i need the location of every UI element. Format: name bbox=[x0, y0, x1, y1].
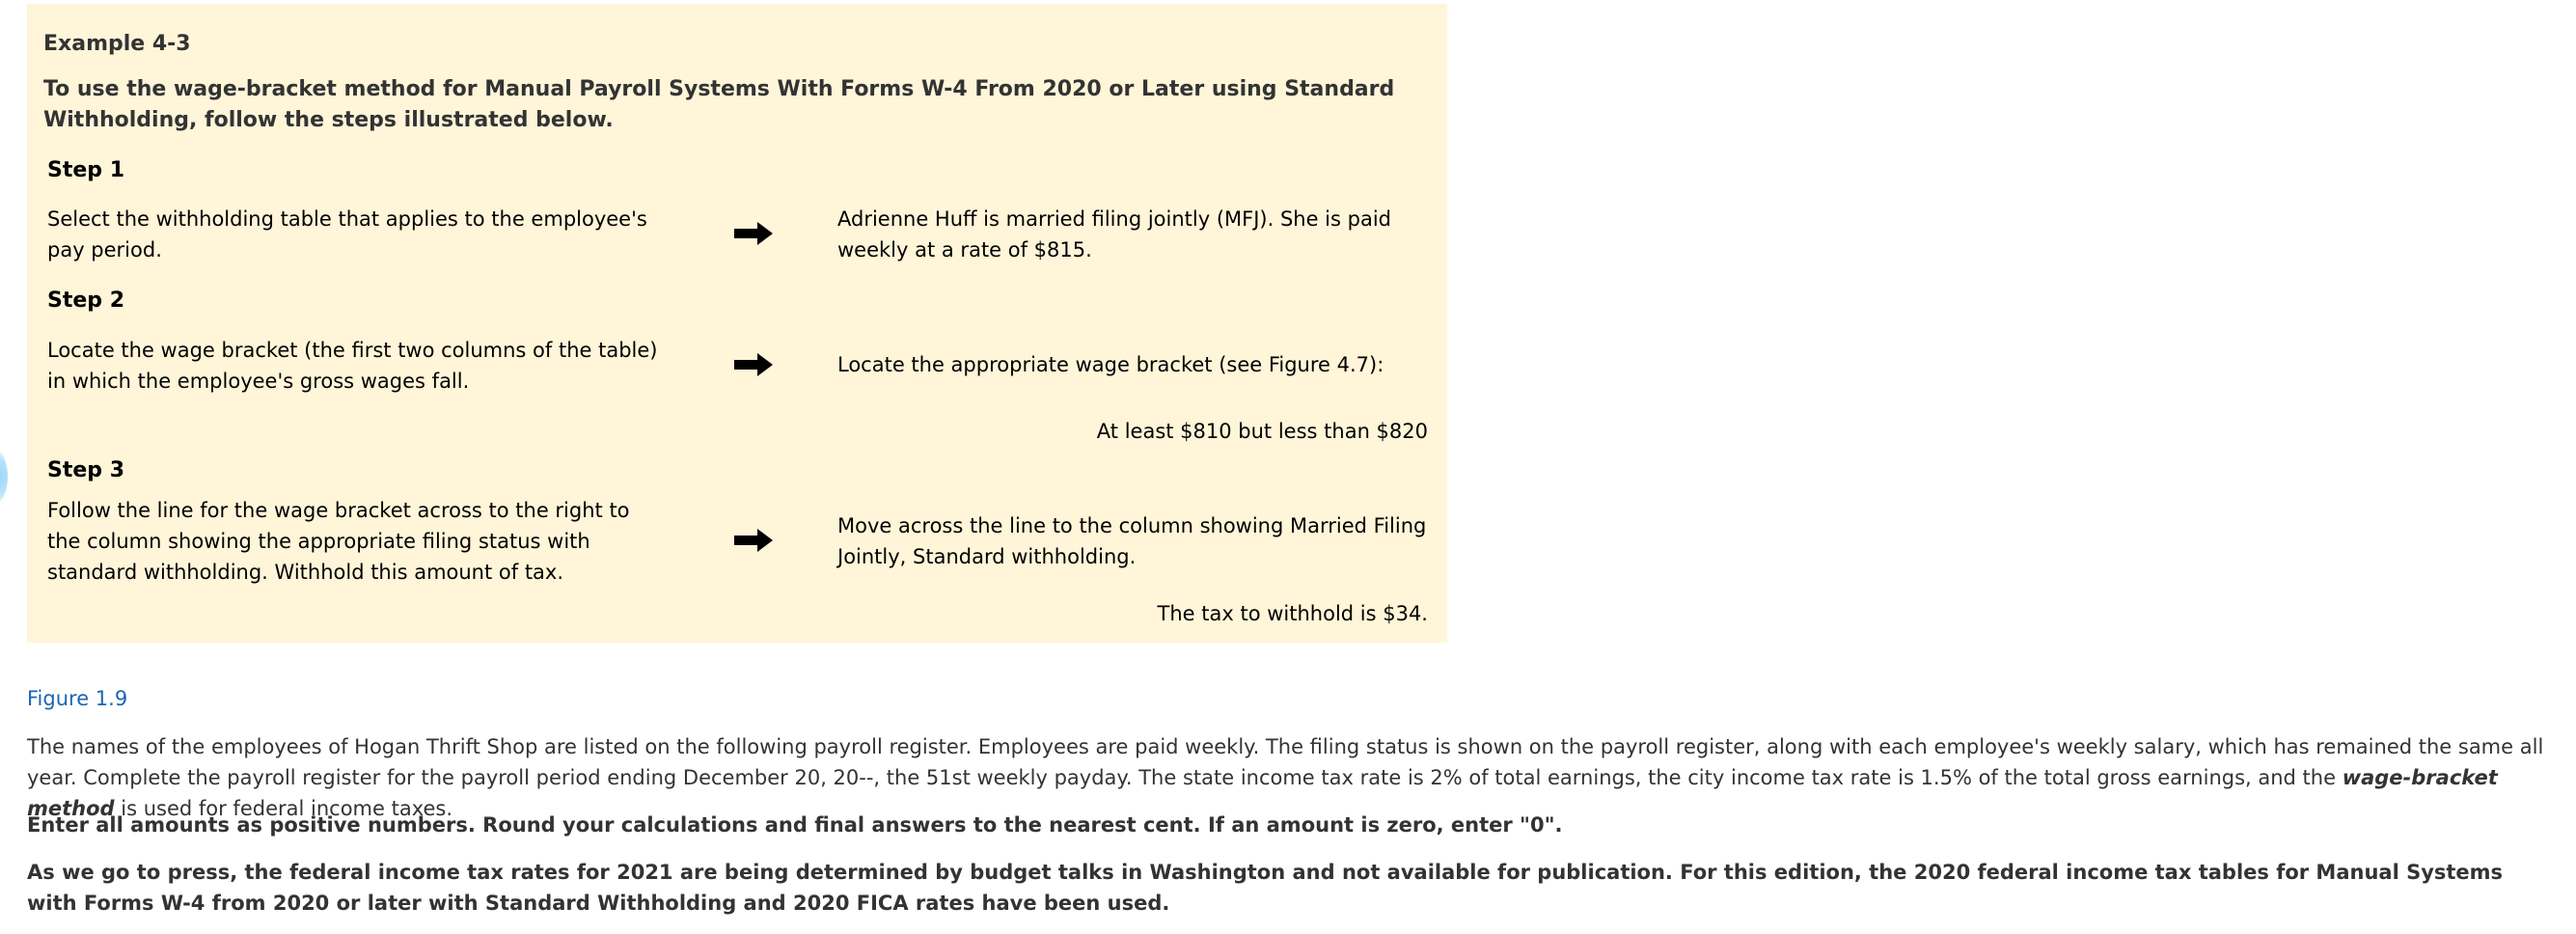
wage-bracket-method-term: wage-bracket method bbox=[27, 766, 2498, 820]
step-3-result: The tax to withhold is $34. bbox=[1157, 602, 1428, 625]
press-note: As we go to press, the federal income tax rates for 2021 are being determined by budget talks in Washington and not available for publication. For this edition, the 2020 federal income tax tables for Manual Systems with Forms W-4 from 2020 or later with Standard Withholding and 2020 FICA rates have been used. bbox=[27, 861, 2504, 915]
rounding-instructions: Enter all amounts as positive numbers. Round your calculations and final answers to the nearest cent. If an amount is zero, enter "0". bbox=[27, 813, 1563, 837]
step-3-instruction: Follow the line for the wage bracket across to the right to the column showing the appropriate filing status with standard withholding. Withhold this amount of tax. bbox=[47, 499, 630, 584]
step-2-heading: Step 2 bbox=[47, 288, 124, 313]
step-1-instruction: Select the withholding table that applies to the employee's pay period. bbox=[47, 207, 647, 261]
step-2-instruction: Locate the wage bracket (the first two columns of the table) in which the employee's gross wages fall. bbox=[47, 339, 658, 393]
step-3-heading: Step 3 bbox=[47, 458, 124, 482]
step-1-detail: Adrienne Huff is married filing jointly (MFJ). She is paid weekly at a rate of $815. bbox=[837, 207, 1391, 261]
right-arrow-icon bbox=[734, 222, 773, 245]
figure-link[interactable]: Figure 1.9 bbox=[27, 687, 128, 710]
step-3-detail: Move across the line to the column showing Married Filing Jointly, Standard withholding. bbox=[837, 514, 1427, 568]
example-title: Example 4-3 bbox=[43, 32, 191, 56]
example-box bbox=[27, 4, 1447, 643]
problem-text-after: is used for federal income taxes. bbox=[114, 797, 453, 820]
problem-text-before: The names of the employees of Hogan Thrift Shop are listed on the following payroll register. Employees are paid weekly. The filing status is shown on the payroll register, along with each employee's weekly salary, which has remained the same all year. Complete the payroll register for the payroll period ending December 20, 20--, the 51st weekly payday. The state income tax rate is 2% of total earnings, the city income tax rate is 1.5% of the total gross earnings, and the bbox=[27, 735, 2544, 789]
right-arrow-icon bbox=[734, 529, 773, 552]
example-intro: To use the wage-bracket method for Manual Payroll Systems With Forms W-4 From 2020 or Later using Standard Withholding, follow the steps illustrated below. bbox=[43, 77, 1395, 132]
step-2-result: At least $810 but less than $820 bbox=[1096, 420, 1428, 443]
edge-indicator bbox=[0, 450, 8, 504]
step-2-detail: Locate the appropriate wage bracket (see Figure 4.7): bbox=[837, 353, 1384, 376]
right-arrow-icon bbox=[734, 353, 773, 376]
step-1-heading: Step 1 bbox=[47, 158, 124, 182]
